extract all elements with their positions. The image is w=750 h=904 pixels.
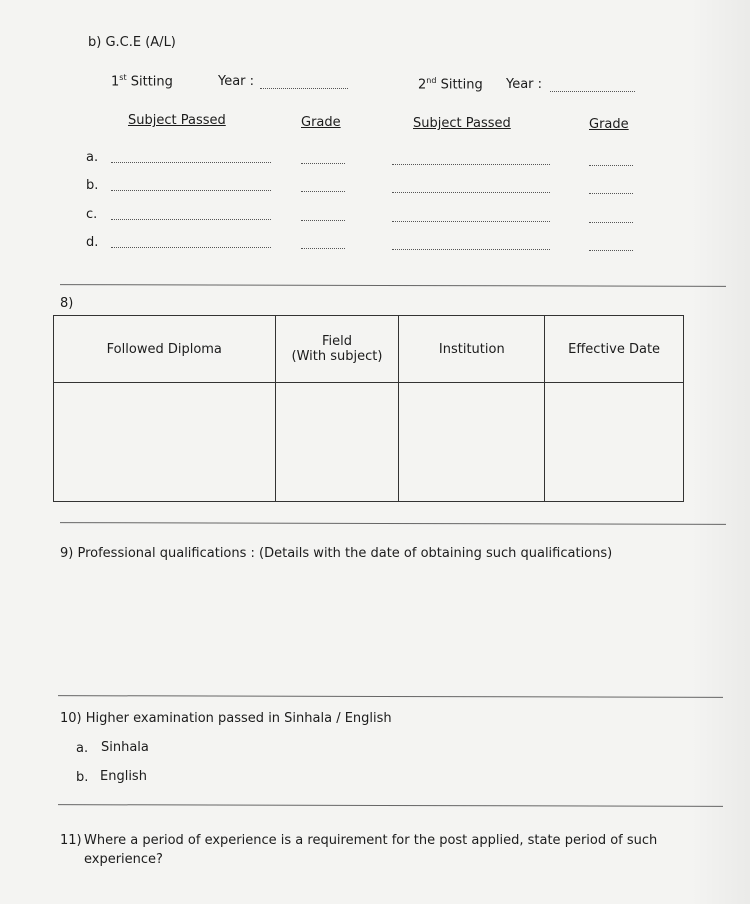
- field-header-line2: (With subject): [291, 349, 383, 364]
- grade-field[interactable]: [589, 165, 633, 166]
- subject-field[interactable]: [392, 221, 550, 222]
- grade-field[interactable]: [589, 193, 633, 194]
- second-sitting-suffix: nd: [426, 76, 437, 85]
- section-divider: [60, 284, 726, 287]
- section-divider: [60, 522, 726, 525]
- first-sitting-suffix: st: [119, 73, 127, 82]
- row-label-d: d.: [86, 235, 99, 250]
- grade-header-2: Grade: [589, 117, 629, 132]
- row-label-a: a.: [86, 150, 99, 165]
- paper-fold-shadow: [690, 0, 750, 904]
- first-year-label: Year :: [218, 74, 255, 89]
- subject-field[interactable]: [111, 219, 271, 220]
- second-sitting-word: Sitting: [440, 77, 483, 93]
- diploma-table: [53, 315, 684, 502]
- institution-cell[interactable]: [399, 383, 545, 502]
- subject-field[interactable]: [111, 162, 271, 163]
- effective-date-header: Effective Date: [545, 316, 684, 383]
- subject-passed-header-1: Subject Passed: [128, 113, 226, 128]
- subject-field[interactable]: [111, 190, 271, 191]
- effective-date-cell[interactable]: [545, 383, 684, 502]
- section-11-number: 11): [60, 833, 82, 848]
- field-cell[interactable]: [275, 383, 399, 502]
- first-sitting-label: [111, 73, 173, 89]
- second-year-field[interactable]: [550, 91, 635, 92]
- row-label-b: b.: [86, 178, 99, 193]
- subject-field[interactable]: [111, 247, 271, 248]
- higher-examination-label: 10) Higher examination passed in Sinhala / English: [60, 711, 392, 726]
- section-8-number: 8): [60, 296, 74, 311]
- experience-question-line1: Where a period of experience is a requirement for the post applied, state period of such: [84, 833, 658, 848]
- second-sitting-number: 2: [418, 77, 427, 93]
- professional-qualifications-label: 9) Professional qualifications : (Details with the date of obtaining such qualifications): [60, 546, 613, 561]
- subject-passed-header-2: Subject Passed: [413, 116, 511, 131]
- grade-field[interactable]: [301, 248, 345, 249]
- diploma-cell[interactable]: [54, 383, 276, 502]
- followed-diploma-header: Followed Diploma: [54, 316, 276, 383]
- first-sitting-word: Sitting: [130, 74, 173, 90]
- subject-field[interactable]: [392, 249, 550, 250]
- section-divider: [58, 804, 723, 807]
- diploma-table-row: [54, 383, 684, 502]
- experience-question-line2: experience?: [84, 852, 163, 867]
- section-divider: [58, 695, 723, 698]
- second-sitting-label: [418, 76, 483, 92]
- grade-field[interactable]: [589, 250, 633, 251]
- option-a-label: a.: [76, 741, 89, 756]
- option-b-label: b.: [76, 770, 89, 785]
- grade-header-1: Grade: [301, 115, 341, 130]
- option-english: English: [100, 769, 147, 784]
- first-year-field[interactable]: [260, 88, 348, 89]
- diploma-table-header-row: [54, 316, 684, 383]
- subject-field[interactable]: [392, 164, 550, 165]
- grade-field[interactable]: [589, 222, 633, 223]
- first-sitting-number: 1: [111, 74, 120, 90]
- grade-field[interactable]: [301, 163, 345, 164]
- option-sinhala: Sinhala: [101, 740, 149, 755]
- subject-field[interactable]: [392, 192, 550, 193]
- grade-field[interactable]: [301, 220, 345, 221]
- second-year-label: Year :: [506, 77, 543, 92]
- row-label-c: c.: [86, 207, 98, 222]
- grade-field[interactable]: [301, 191, 345, 192]
- field-header: [275, 316, 399, 383]
- gce-al-title: b) G.C.E (A/L): [88, 35, 176, 50]
- field-header-line1: Field: [321, 334, 352, 349]
- institution-header: Institution: [399, 316, 545, 383]
